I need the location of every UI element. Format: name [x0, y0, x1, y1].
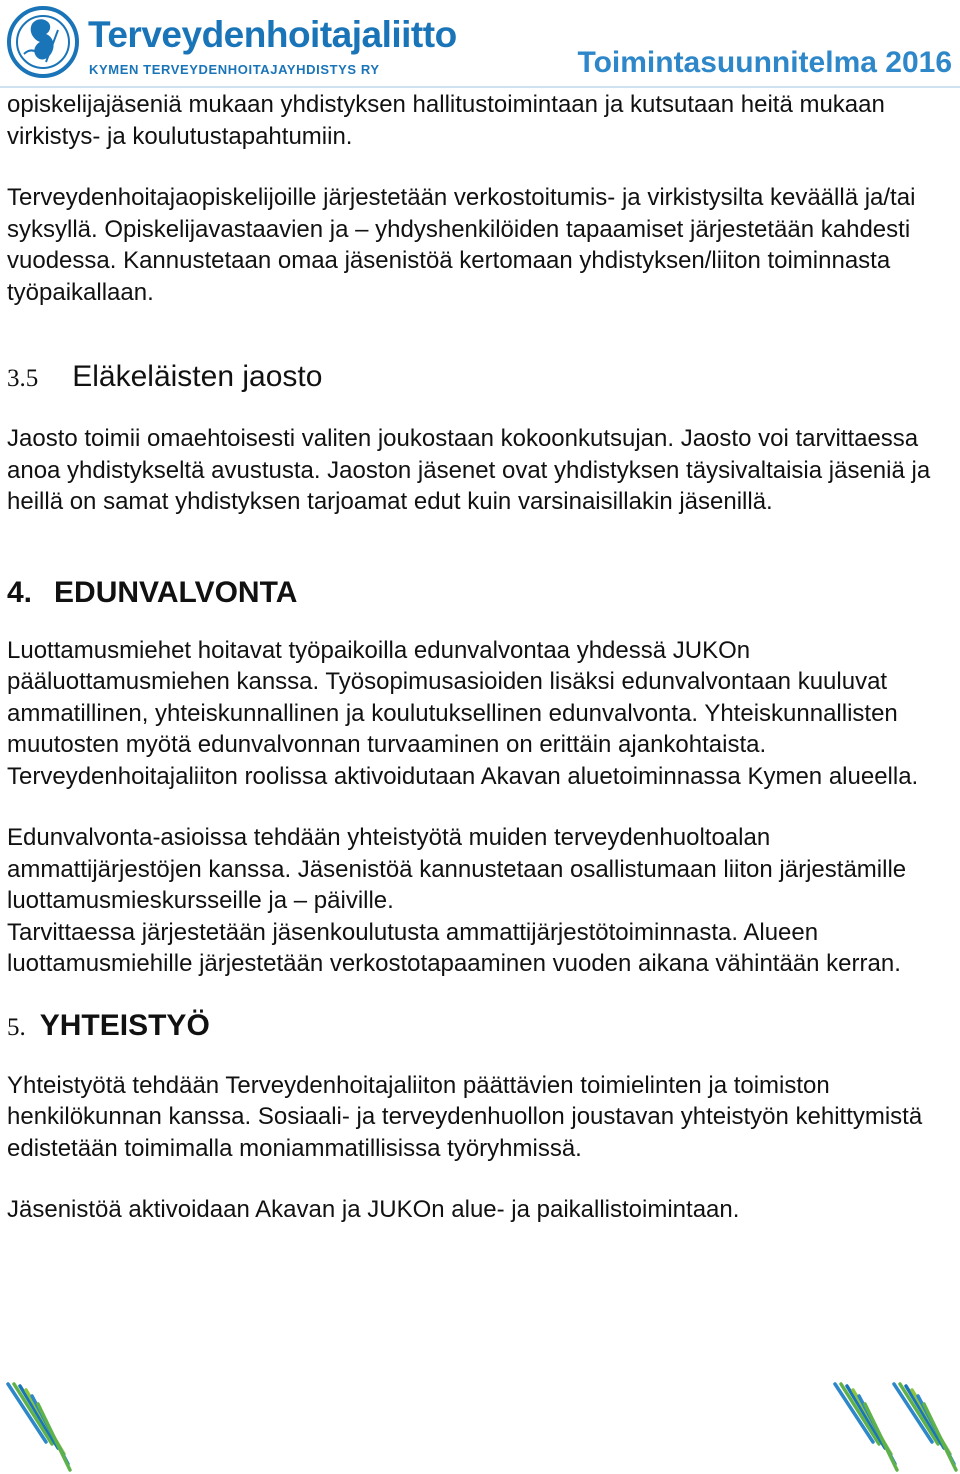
paragraph-member-training: Tarvittaessa järjestetään jäsenkoulutusta ammattijärjestötoiminnasta. Alueen luottamusmiehille järjestetään verkostotapaaminen vuoden aikana vähintään kerran.	[7, 918, 901, 977]
document-body	[7, 89, 947, 1226]
paragraph-cooperation-unions: Edunvalvonta-asioissa tehdään yhteistyötä muiden terveydenhuoltoalan ammattijärjestöjen kanssa. Jäsenistöä kannustetaan osallistumaan liiton järjestämille luottamusmieskursseille ja – päiville.	[7, 824, 907, 914]
section-heading-5	[7, 1006, 947, 1048]
section-title: YHTEISTYÖ	[39, 1008, 210, 1042]
header-divider	[0, 86, 960, 88]
document-title: Toimintasuunnitelma 2016	[577, 46, 952, 79]
paragraph-activation: Jäsenistöä aktivoidaan Akavan ja JUKOn alue- ja paikallistoimintaan.	[7, 1196, 740, 1223]
organization-name: Terveydenhoitajaliitto	[88, 14, 457, 55]
paragraph-student-events: Terveydenhoitajaopiskelijoille järjestetään verkostoitumis- ja virkistysilta keväällä ja/tai syksyllä. Opiskelijavastaavien ja – yhdyshenkilöiden tapaamiset järjestetään kahdesti vuodessa. Kannustetaan omaa jäsenistöä kertomaan yhdistyksen/liiton toiminnasta työpaikallaan.	[7, 184, 916, 306]
page-header	[0, 0, 960, 88]
section-number: 4.	[7, 575, 33, 609]
paragraph-cooperation: Yhteistyötä tehdään Terveydenhoitajaliiton päättävien toimielinten ja toimiston henkilökunnan kanssa. Sosiaali- ja terveydenhuollon joustavan yhteistyön kehittymistä edistetään toimimalla moniammatillisissa työryhmissä.	[7, 1071, 923, 1162]
section-number: 3.5	[7, 365, 39, 392]
section-title: Eläkeläisten jaosto	[72, 360, 323, 393]
paragraph-shop-stewards: Luottamusmiehet hoitavat työpaikoilla edunvalvontaa yhdessä JUKOn pääluottamusmiehen kanssa. Työsopimusasioiden lisäksi edunvalvontaan kuuluvat ammatillinen, yhteiskunnallinen ja koulutuksellinen edunvalvonta. Yhteiskunnallisten muutosten myötä edunvalvonnan turvaaminen on erittäin ajankohtaista. Terveydenhoitajaliiton roolissa aktivoidutaan Akavan aluetoiminnassa Kymen alueella.	[7, 636, 919, 790]
section-number: 5.	[7, 1013, 26, 1041]
paragraph-student-members: opiskelijajäseniä mukaan yhdistyksen hallitustoimintaan ja kutsutaan heitä mukaan virkistys- ja koulutustapahtumiin.	[7, 91, 885, 150]
organization-subtitle: KYMEN TERVEYDENHOITAJAYHDISTYS RY	[89, 62, 380, 77]
section-heading-3-5	[7, 357, 947, 399]
decorative-stripe-icon	[833, 1382, 899, 1472]
section-heading-4	[7, 573, 947, 613]
decorative-stripe-icon	[6, 1382, 72, 1472]
section-title: EDUNVALVONTA	[54, 575, 298, 609]
organization-logo-icon	[6, 4, 80, 80]
paragraph-retirees-section: Jaosto toimii omaehtoisesti valiten joukostaan kokoonkutsujan. Jaosto voi tarvittaessa anoa yhdistykseltä avustusta. Jaoston jäsenet ovat yhdistyksen täysivaltaisia jäseniä ja heillä on samat yhdistyksen tarjoamat edut kuin varsinaisillakin jäsenillä.	[7, 425, 931, 515]
decorative-stripe-icon	[892, 1382, 958, 1472]
